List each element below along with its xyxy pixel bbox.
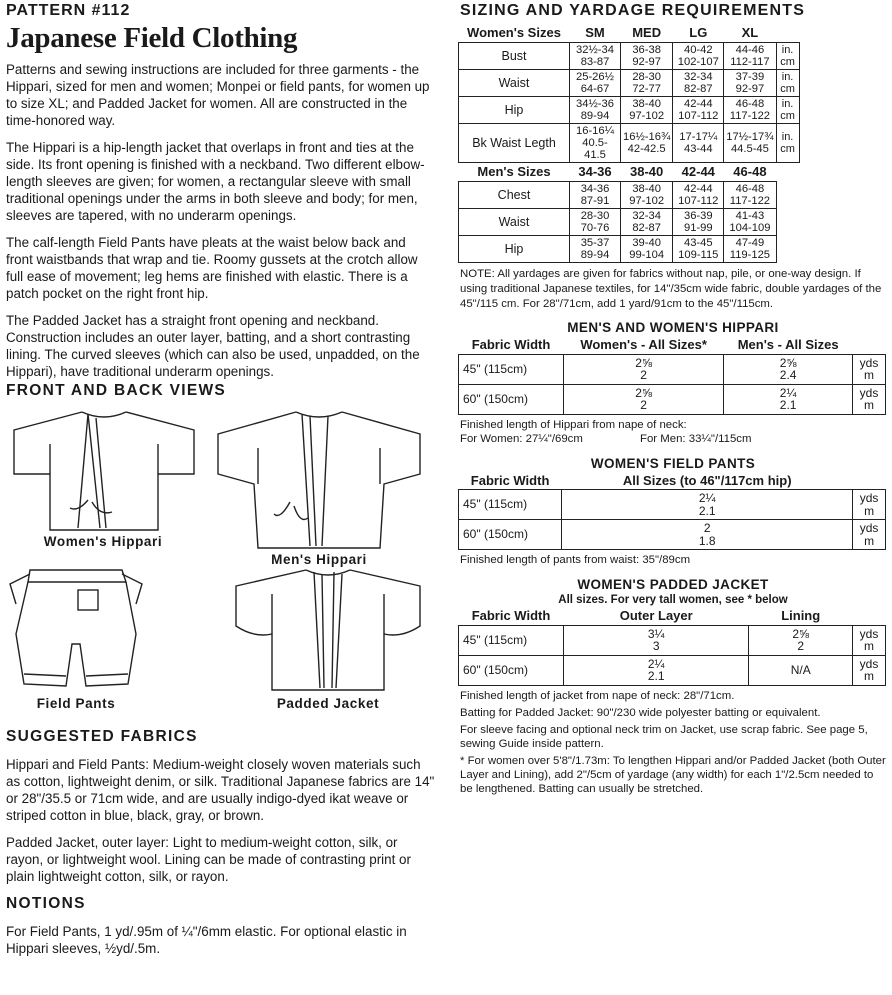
table-cell [570,182,621,209]
table-cell [570,43,621,70]
value-line: N/A [790,662,811,677]
mens-hippari-view [214,404,424,567]
intro-paragraph: The Hippari is a hip-length jacket that overlaps in front and ties at the side. Its front opening is finished with a neckband. Two different elbow-length sleeves are given; for women, a rectangular sleeve with small traditional openings under the arms in both sleeve and body; for men, sleeves are tapered, with no underarm openings. [6,140,425,223]
intro-paragraph: The calf-length Field Pants have pleats at the waist below back and front waistbands that wrap and tie. Roomy gussets at the crotch allow full ease of movement; leg hems are finished with elastic. There is a patch pocket on the right front hip. [6,235,418,301]
table-header [459,473,886,490]
yardage-cell [564,384,724,414]
finished-length-women: For Women: 27¼"/69cm [460,432,583,445]
pants-title: WOMEN'S FIELD PANTS [590,455,756,471]
jacket-subtitle: All sizes. For very tall women, see * below [558,594,788,606]
womens-hippari-illustration [8,404,198,534]
table-cell [621,70,673,97]
value-line: in. [781,44,794,56]
fabrics-paragraph: Hippari and Field Pants: Medium-weight closely woven materials such as cotton, lightweight denim, or silk. Traditional Japanese fabrics are 14" or 28"/35.5 or 71cm wide, and are usually indigo-dyed ikat weave or striped cotton in blue, black, gray, or brown. [6,757,435,823]
sizing-table [458,24,800,263]
spacer [853,608,886,625]
value-line: 34½-36 [576,98,614,110]
caption: Women's Hippari [43,534,163,549]
table-row [459,490,886,520]
yardage-cell [749,655,853,685]
unit-cell [853,490,886,520]
pattern-number: PATTERN #112 [6,2,131,19]
value-line: 40.5-41.5 [582,137,608,161]
value-line: 70-76 [580,222,610,234]
fabric-width: 45" (115cm) [459,625,564,655]
value-line: m [864,533,875,548]
value-line: 104-109 [729,222,771,234]
row-label: Waist [459,209,570,236]
size-header: MED [632,25,662,40]
value-line: 87-91 [580,195,610,207]
value-line: yds [859,656,879,671]
value-line: cm [780,56,795,68]
unit-cell [853,384,886,414]
value-line: 37-39 [735,71,765,83]
yardage-cell [724,354,853,384]
value-line: 46-48 [735,183,765,195]
row-label: Hip [459,97,570,124]
value-line: 41-43 [735,210,765,222]
fabric-width: 60" (150cm) [459,384,564,414]
value-line: 28-30 [580,210,610,222]
value-line: m [864,669,874,683]
value-line: 2.1 [647,669,665,683]
finished-length-men: For Men: 33¼"/115cm [640,432,752,445]
value-line: 44.5-45 [730,143,769,155]
value-line: 2⅝ [635,355,652,370]
value-line: 43-45 [683,237,713,249]
value-line: 17-17¼ [679,131,718,143]
value-line: yds [859,385,879,400]
value-line: cm [780,110,795,122]
unit-cell [853,655,886,685]
caption: Field Pants [36,696,116,711]
table-cell [673,182,724,209]
fabric-width: 45" (115cm) [459,490,562,520]
value-line: 3¼ [647,626,665,641]
table-row [459,70,800,97]
women-sizes-header [459,24,800,43]
value-line: in. [781,98,794,110]
table-cell [621,209,673,236]
table-cell [673,43,724,70]
column-header: Fabric Width [471,337,551,352]
spacer [853,473,886,490]
value-line: 2 [640,398,647,412]
table-cell [621,124,673,163]
fabric-width: 60" (150cm) [459,520,562,550]
value-line: 92-97 [632,56,661,68]
pants-yardage-table [458,473,886,551]
unit-cell [776,43,799,70]
value-line: m [864,639,874,653]
finished-length-label: Finished length of Hippari from nape of neck: [460,418,687,431]
value-line: 117-122 [729,195,771,207]
value-line: yds [859,355,879,370]
table-row [459,124,800,163]
row-label: Bk Waist Legth [459,124,570,163]
value-line: 2.1 [779,398,797,412]
table-cell [621,236,673,263]
value-line: 112-117 [730,56,770,68]
value-line: 36-39 [683,210,713,222]
value-line: 2 [640,368,647,382]
value-line: 83-87 [580,56,610,68]
row-label: Waist [459,70,570,97]
hippari-yardage-table [458,337,886,415]
value-line: yds [859,626,879,641]
spacer [776,24,799,43]
value-line: 25-26½ [576,71,614,83]
size-header: 46-48 [733,164,767,179]
size-header: LG [689,25,708,40]
hippari-title: MEN'S AND WOMEN'S HIPPARI [567,320,779,335]
value-line: 107-112 [678,195,719,207]
value-line: m [864,503,875,518]
table-cell [570,209,621,236]
table-header [459,608,886,625]
value-line: 39-40 [632,237,661,249]
value-line: 92-97 [735,83,765,95]
value-line: 43-44 [683,143,713,155]
sizing-heading: SIZING AND YARDAGE REQUIREMENTS [460,2,806,19]
table-cell [673,124,724,163]
spacer [776,163,799,182]
table-row [459,97,800,124]
column-header: Outer Layer [619,608,693,623]
mens-hippari-illustration [214,404,424,552]
table-row [459,520,886,550]
table-cell [570,236,621,263]
table-row [459,384,886,414]
column-header: Fabric Width [470,472,550,488]
fabric-width: 60" (150cm) [459,655,564,685]
value-line: 2⅝ [779,355,797,370]
unit-cell [853,354,886,384]
table-header [459,337,886,354]
value-line: 2.1 [698,503,716,518]
value-line: 36-38 [632,44,661,56]
value-line: 16-16¼ [576,125,614,137]
value-line: 2¼ [779,385,797,400]
table-row [459,354,886,384]
value-line: 28-30 [632,71,661,83]
yardage-cell [724,384,853,414]
jacket-title: WOMEN'S PADDED JACKET [577,577,769,592]
value-line: 2⅝ [792,626,810,641]
value-line: 40-42 [683,44,713,56]
intro-paragraph: The Padded Jacket has a straight front opening and neckband. Construction includes an outer layer, batting, and a short contrasting lining. The curved sleeves (which can also be used, unpadded, on the Hippari), have traditional underarm openings. [6,313,420,379]
column-header: Men's - All Sizes [737,337,839,352]
table-cell [673,236,724,263]
unit-cell [853,520,886,550]
padded-jacket-illustration [228,564,428,696]
yardage-cell [562,490,853,520]
value-line: 97-102 [629,110,665,122]
value-line: 32-34 [683,71,713,83]
size-header: 38-40 [630,164,664,179]
value-line: 35-37 [580,237,610,249]
table-cell [724,43,776,70]
value-line: m [864,368,874,382]
table-cell [673,70,724,97]
spacer [853,337,886,354]
womens-hippari-view [8,404,198,549]
value-line: 109-115 [678,249,719,261]
front-back-views [6,404,436,714]
yardage-cell [562,520,853,550]
padded-jacket-view [228,564,428,711]
value-line: 32½-34 [576,44,614,56]
value-line: in. [781,131,794,143]
value-line: 82-87 [683,83,713,95]
notions-heading: NOTIONS [6,895,86,912]
value-line: 42-44 [683,183,713,195]
field-pants-view [6,564,146,711]
value-line: 91-99 [683,222,713,234]
value-line: 2.4 [779,368,797,382]
women-sizes-label: Women's Sizes [467,25,561,40]
men-sizes-header [459,163,800,182]
value-line: cm [780,143,795,155]
pants-finished-length: Finished length of pants from waist: 35"/89cm [460,554,691,566]
batting-note: Batting for Padded Jacket: 90"/230 wide polyester batting or equivalent. [460,706,821,719]
intro-paragraph: Patterns and sewing instructions are included for three garments - the Hippari, sized for men and women; Monpei or field pants, for women up to size XL; and Padded Jacket for women. All are constructed in the time-honored way. [6,62,430,128]
table-row [459,43,800,70]
value-line: 16½-16¾ [623,131,671,143]
table-cell [621,97,673,124]
value-line: 17½-17¾ [726,131,774,143]
column-header: Lining [781,608,821,623]
value-line: yds [859,491,879,505]
table-cell [724,182,776,209]
yardage-cell [564,655,749,685]
value-line: 2¼ [698,491,716,505]
yardage-cell [564,625,749,655]
value-line: 47-49 [735,237,765,249]
value-line: 38-40 [632,98,661,110]
value-line: 82-87 [632,222,661,234]
yardage-note: NOTE: All yardages are given for fabrics without nap, pile, or one-way design. If using traditional Japanese textiles, for 14"/35cm wide fabric, double yardages of the 45"/115 cm. For 28"/71cm, add 1 yard/91cm to the 45"/115cm. [460,268,882,310]
value-line: 72-77 [632,83,661,95]
right-column [458,0,888,798]
value-line: m [864,398,874,412]
unit-cell [776,70,799,97]
table-cell [724,70,776,97]
value-line: in. [781,71,794,83]
table-row [459,625,886,655]
value-line: 1.8 [698,533,716,548]
tall-women-note: * For women over 5'8"/1.73m: To lengthen Hippari and/or Padded Jacket (both Outer Layer and Lining), add 2"/5cm of yardage (any width) for each 1"/2.5cm needed to be lengthened. Batting can usually be stretched. [460,754,886,795]
value-line: 42-44 [683,98,713,110]
page-title: Japanese Field Clothing [6,22,298,54]
fabrics-paragraph: Padded Jacket, outer layer: Light to medium-weight cotton, silk, or rayon, or lightweight wool. Lining can be made of contrasting print or plain lightweight cotton, silk, or rayon. [6,835,411,884]
table-row [459,655,886,685]
value-line: 42-42.5 [627,143,666,155]
notions-paragraph: For Field Pants, 1 yd/.95m of ¼"/6mm elastic. For optional elastic in Hippari sleeves, ½yd/.5m. [6,924,407,956]
value-line: 64-67 [580,83,610,95]
column-header: All Sizes (to 46"/117cm hip) [622,472,792,488]
unit-cell [776,97,799,124]
value-line: 46-48 [735,98,765,110]
table-cell [570,70,621,97]
caption: Padded Jacket [276,696,380,711]
caption: Men's Hippari [271,552,367,567]
hippari-finished-length [460,418,888,446]
value-line: 119-125 [729,249,771,261]
value-line: 34-36 [580,183,610,195]
table-cell [673,97,724,124]
value-line: 2⅝ [635,385,652,400]
value-line: 2 [797,639,805,653]
table-cell [621,182,673,209]
table-cell [570,124,621,163]
table-cell [673,209,724,236]
unit-cell [853,625,886,655]
value-line: 2 [703,521,711,535]
table-cell [724,209,776,236]
yardage-cell [564,354,724,384]
unit-cell [776,124,799,163]
column-header: Women's - All Sizes* [580,337,707,352]
value-line: yds [859,521,879,535]
fabric-width: 45" (115cm) [459,354,564,384]
value-line: 44-46 [735,44,765,56]
value-line: 89-94 [580,110,610,122]
value-line: 89-94 [580,249,610,261]
men-sizes-label: Men's Sizes [477,164,551,179]
finished-length-values [460,432,888,446]
fabrics-heading: SUGGESTED FABRICS [6,728,198,745]
jacket-finished-length: Finished length of jacket from nape of neck: 28"/71cm. [460,689,735,702]
value-line: 38-40 [632,183,661,195]
value-line: 32-34 [632,210,661,222]
value-line: 3 [652,639,660,653]
row-label: Bust [459,43,570,70]
table-row [459,209,800,236]
size-header: 34-36 [578,164,612,179]
value-line: 107-112 [678,110,719,122]
table-cell [724,124,776,163]
table-row [459,236,800,263]
column-header: Fabric Width [471,608,551,623]
size-header: XL [741,25,759,40]
value-line: 117-122 [729,110,771,122]
value-line: cm [780,83,795,95]
table-cell [570,97,621,124]
row-label: Hip [459,236,570,263]
size-header: SM [585,25,605,40]
jacket-yardage-table [458,608,886,686]
value-line: 97-102 [629,195,665,207]
yardage-cell [749,625,853,655]
table-cell [724,236,776,263]
row-label: Chest [459,182,570,209]
value-line: 2¼ [647,656,665,671]
table-cell [724,97,776,124]
value-line: 99-104 [629,249,665,261]
field-pants-illustration [6,564,146,696]
table-cell [621,43,673,70]
views-heading: FRONT AND BACK VIEWS [6,382,227,399]
left-column [6,0,436,967]
value-line: 102-107 [677,56,719,68]
size-header: 42-44 [681,164,715,179]
facing-note: For sleeve facing and optional neck trim on Jacket, use scrap fabric. See page 5, sewing Guide inside pattern. [460,723,868,750]
table-row [459,182,800,209]
